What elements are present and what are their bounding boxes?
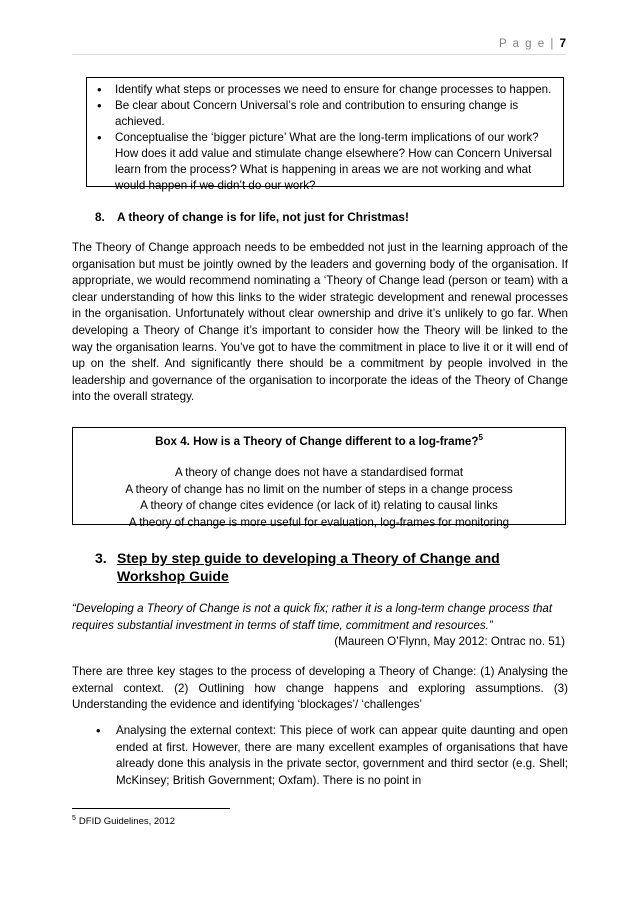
stage-item: • Analysing the external context: This piece of work can appear quite daunting and open ended at first. However, there are many excellent examples of organisations that have already done this analysis in the private sector, government and third sector (e.g. Shell; McKinsey; British Government; Oxfam). There is no point in bbox=[86, 723, 568, 789]
objectives-box bbox=[86, 77, 564, 192]
section-number: 8. bbox=[95, 210, 105, 224]
footnote-number: 5 bbox=[72, 815, 76, 822]
page-label: P a g e bbox=[498, 38, 546, 50]
quote-text: “Developing a Theory of Change is not a quick fix; rather it is a long-term change process that requires substantial investment in terms of staff time, commitment and resources.” bbox=[72, 602, 553, 632]
footnote-ref: 5 bbox=[478, 433, 483, 442]
body-paragraph: There are three key stages to the process of developing a Theory of Change: (1) Analysing the external context. (2) Outlining how change happens and exploring assumptions. (3) Understanding the evidence and identifying ‘blockages’/ ‘challenges’ bbox=[72, 665, 568, 712]
section-number: 3. bbox=[95, 550, 107, 566]
footnote-rule bbox=[72, 808, 230, 809]
page-header bbox=[499, 38, 566, 50]
box-4-line: A theory of change has no limit on the number of steps in a change process bbox=[125, 482, 513, 496]
objective-item: • Be clear about Concern Universal’s role and contribution to ensuring change is achieved. bbox=[87, 98, 559, 130]
box-4-lines bbox=[73, 465, 565, 531]
box-4-line: A theory of change does not have a standardised format bbox=[174, 466, 464, 479]
header-rule bbox=[72, 54, 566, 55]
objective-item: • Identify what steps or processes we need to ensure for change processes to happen. bbox=[87, 82, 559, 98]
objectives-list bbox=[87, 82, 559, 194]
box-4-line: A theory of change cites evidence (or lack of it) relating to causal links bbox=[140, 499, 498, 513]
box-4-line: A theory of change is more useful for evaluation, log-frames for monitoring bbox=[128, 515, 510, 529]
footnote-text: DFID Guidelines, 2012 bbox=[78, 816, 176, 828]
section-title: Step by step guide to developing a Theory of Change and Workshop Guide bbox=[117, 550, 500, 584]
box-4 bbox=[72, 427, 566, 529]
box-4-title: Box 4. How is a Theory of Change different to a log-frame?$^5$ bbox=[155, 433, 483, 448]
footnote bbox=[72, 815, 175, 827]
page-number: 7 bbox=[559, 38, 566, 50]
section-title: A theory of change is for life, not just for Christmas! bbox=[117, 210, 409, 224]
body-paragraph: The Theory of Change approach needs to be embedded not just in the learning approach of the organisation but must be jointly owned by the leaders and governing body of the organisation. If appropriate, we would recommend nominating a ‘Theory of Change lead (person or team) with a clear understanding of how this links to the wider strategic development and renewal processes in the organisation. Unfortunately without clear ownership and drive it’s unlikely to go far. When developing a Theory of Change it’s important to consider how the Theory will be linked to the way the organisation learns. You’ve got to have the commitment in place to live it or it will end of up on the shelf. And significantly there should be a commitment by people involved in the leadership and governance of the organisation to incorporate the ideas of the Theory of Change into the overall strategy. bbox=[72, 241, 568, 404]
objective-item: • Conceptualise the ‘bigger picture’ What are the long-term implications of our work? How does it add value and stimulate change elsewhere? How can Concern Universal learn from the process? What is happening in areas we are not working and what would happen if we didn’t do our work? bbox=[87, 130, 559, 194]
page-separator: | bbox=[550, 38, 555, 50]
section-3-heading bbox=[95, 549, 547, 585]
quote-source: (Maureen O’Flynn, May 2012: Ontrac no. 51) bbox=[334, 635, 565, 648]
section-8-heading bbox=[95, 210, 409, 224]
stages-list bbox=[86, 723, 568, 789]
